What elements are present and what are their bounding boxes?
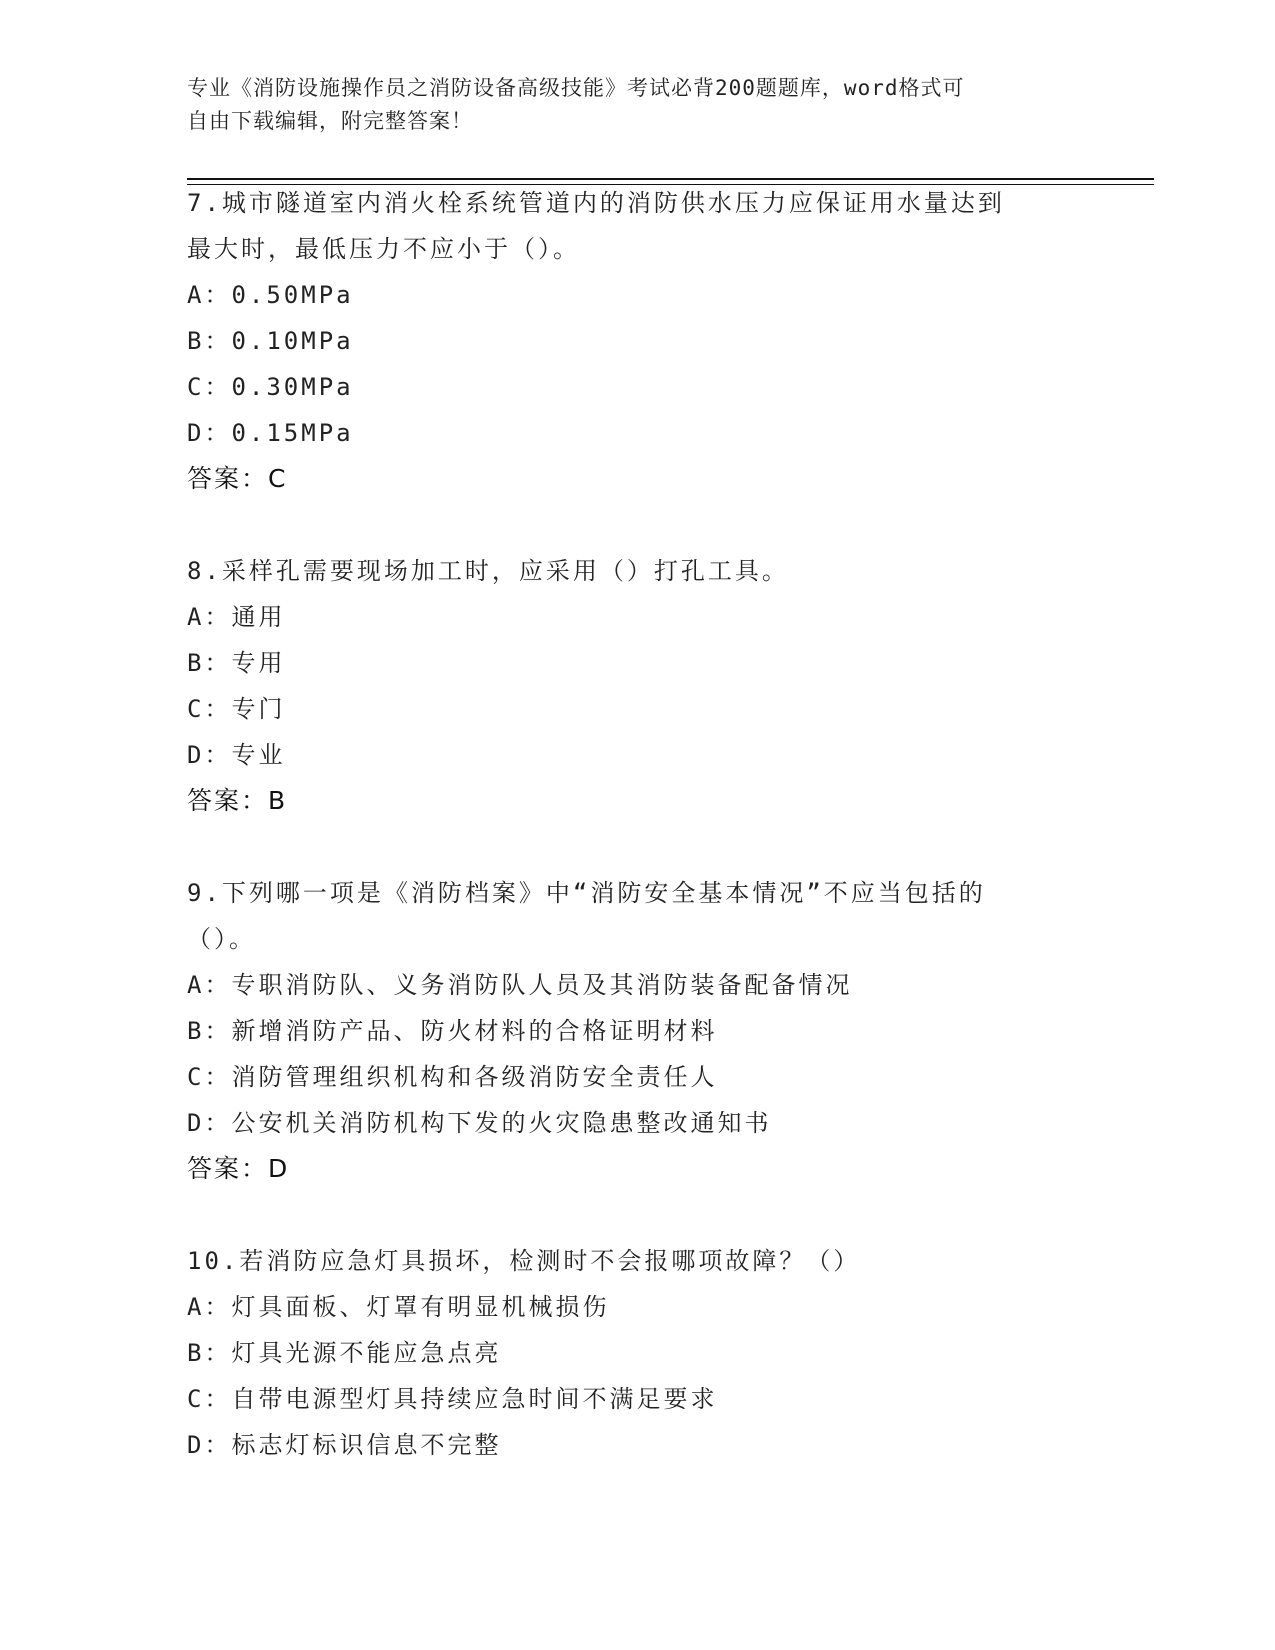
- option-b: B：新增消防产品、防火材料的合格证明材料: [187, 1017, 718, 1045]
- option-b: B：灯具光源不能应急点亮: [187, 1339, 502, 1367]
- option-a: A：0.50MPa: [187, 281, 354, 309]
- option-a: A：通用: [187, 603, 286, 631]
- option-b: B：专用: [187, 649, 286, 677]
- answer: 答案：D: [187, 1154, 290, 1183]
- option-d: D：公安机关消防机构下发的火灾隐患整改通知书: [187, 1109, 772, 1137]
- option-d: D：0.15MPa: [187, 419, 354, 447]
- question-stem-line: 7.城市隧道室内消火栓系统管道内的消防供水压力应保证用水量达到: [187, 189, 1005, 217]
- option-c: C：专门: [187, 695, 286, 723]
- header-line-1: 专业《消防设施操作员之消防设备高级技能》考试必背200题题库，word格式可: [187, 76, 965, 100]
- question-7: [187, 180, 1087, 502]
- question-stem-line: （）。: [187, 925, 256, 953]
- option-a: A：专职消防队、义务消防队人员及其消防装备配备情况: [187, 971, 853, 999]
- option-c: C：消防管理组织机构和各级消防安全责任人: [187, 1063, 718, 1091]
- question-stem-line: 9.下列哪一项是《消防档案》中“消防安全基本情况”不应当包括的: [187, 879, 986, 907]
- option-d: D：专业: [187, 741, 286, 769]
- question-8: [187, 548, 1087, 824]
- question-stem-line: 最大时，最低压力不应小于（）。: [187, 235, 580, 263]
- option-a: A：灯具面板、灯罩有明显机械损伤: [187, 1293, 610, 1321]
- question-stem-line: 10.若消防应急灯具损坏，检测时不会报哪项故障？（）: [187, 1247, 861, 1275]
- option-c: C：自带电源型灯具持续应急时间不满足要求: [187, 1385, 718, 1413]
- document-header: [187, 72, 1067, 138]
- option-d: D：标志灯标识信息不完整: [187, 1431, 502, 1459]
- question-10: [187, 1238, 1087, 1468]
- answer: 答案：C: [187, 464, 288, 493]
- option-b: B：0.10MPa: [187, 327, 354, 355]
- question-stem-line: 8.采样孔需要现场加工时，应采用（）打孔工具。: [187, 557, 789, 585]
- answer: 答案：B: [187, 786, 288, 815]
- header-line-2: 自由下载编辑，附完整答案！: [187, 109, 473, 133]
- question-9: [187, 870, 1087, 1192]
- option-c: C：0.30MPa: [187, 373, 354, 401]
